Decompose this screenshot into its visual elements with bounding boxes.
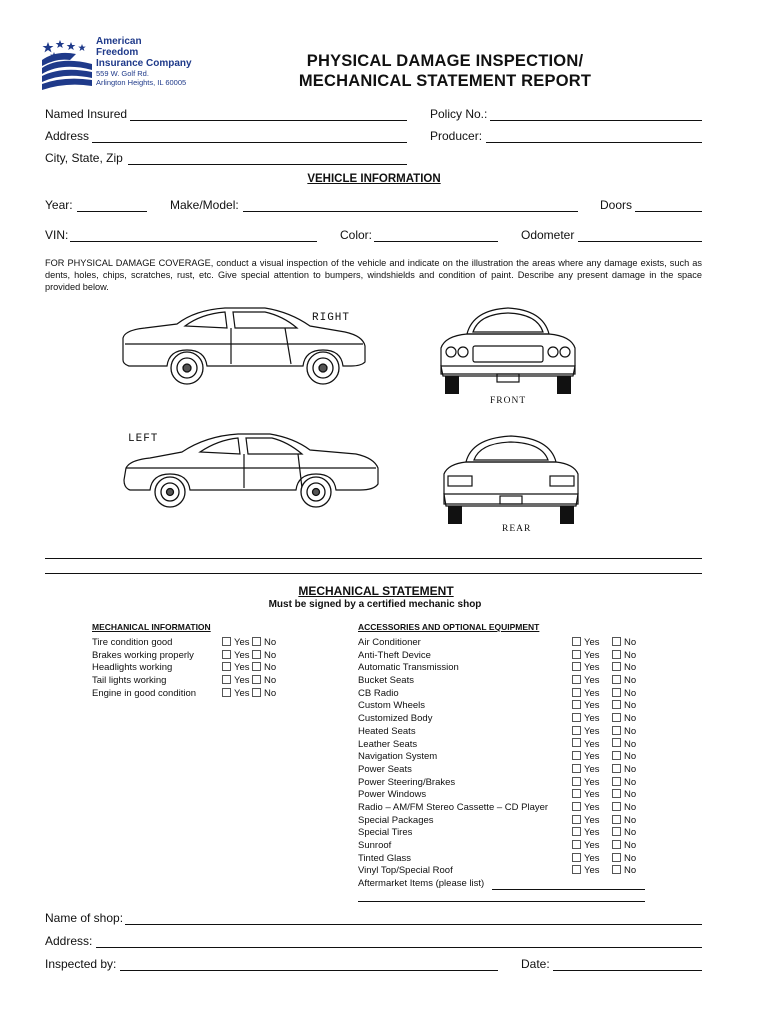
acc-no-option[interactable]	[612, 688, 636, 701]
date-label: Date:	[521, 957, 550, 971]
mech-label: Headlights working	[92, 662, 173, 674]
company-info	[96, 36, 192, 87]
yes-text: Yes	[584, 776, 600, 788]
no-checkbox[interactable]	[612, 789, 621, 798]
acc-row	[358, 688, 648, 701]
car-left-side-icon	[120, 428, 382, 510]
producer-label: Producer:	[430, 129, 483, 143]
mech-row	[92, 662, 282, 675]
yes-text: Yes	[584, 700, 600, 712]
acc-label: Anti-Theft Device	[358, 649, 431, 661]
company-address1: 559 W. Golf Rd.	[96, 69, 149, 78]
yes-checkbox[interactable]	[572, 713, 581, 722]
named-insured-field[interactable]	[130, 120, 407, 121]
mech-no-option[interactable]	[252, 675, 276, 688]
acc-label: Customized Body	[358, 713, 433, 725]
acc-yes-option[interactable]	[572, 764, 600, 777]
no-checkbox[interactable]	[252, 688, 261, 697]
yes-checkbox[interactable]	[572, 789, 581, 798]
make-model-label: Make/Model:	[170, 198, 239, 212]
no-checkbox[interactable]	[612, 726, 621, 735]
yes-checkbox[interactable]	[572, 764, 581, 773]
acc-row	[358, 675, 648, 688]
no-text: No	[624, 763, 637, 775]
acc-label: CB Radio	[358, 687, 399, 699]
mech-no-option[interactable]	[252, 688, 276, 701]
acc-label: Power Windows	[358, 789, 427, 801]
no-checkbox[interactable]	[252, 650, 261, 659]
mech-label: Tail lights working	[92, 675, 167, 687]
mech-row	[92, 675, 282, 688]
acc-yes-option[interactable]	[572, 840, 600, 853]
yes-text: Yes	[584, 827, 600, 839]
acc-row	[358, 815, 648, 828]
acc-row	[358, 840, 648, 853]
aftermarket-field-2[interactable]	[358, 901, 645, 902]
address-label: Address	[45, 129, 90, 143]
acc-row	[358, 739, 648, 752]
acc-label: Automatic Transmission	[358, 662, 459, 674]
no-text: No	[624, 687, 637, 699]
acc-yes-option[interactable]	[572, 637, 600, 650]
year-field[interactable]	[77, 211, 147, 212]
acc-row	[358, 789, 648, 802]
inspected-by-field[interactable]	[120, 970, 498, 971]
acc-no-option[interactable]	[612, 840, 636, 853]
acc-no-option[interactable]	[612, 853, 636, 866]
acc-yes-option[interactable]	[572, 688, 600, 701]
acc-no-option[interactable]	[612, 713, 636, 726]
yes-text: Yes	[234, 649, 250, 661]
acc-yes-option[interactable]	[572, 675, 600, 688]
acc-yes-option[interactable]	[572, 726, 600, 739]
acc-label: Special Packages	[358, 814, 434, 826]
acc-no-option[interactable]	[612, 637, 636, 650]
yes-checkbox[interactable]	[572, 840, 581, 849]
company-name-line1: American	[96, 36, 142, 47]
policy-no-field[interactable]	[490, 120, 702, 121]
acc-yes-option[interactable]	[572, 650, 600, 663]
acc-row	[358, 726, 648, 739]
yes-text: Yes	[584, 751, 600, 763]
acc-no-option[interactable]	[612, 789, 636, 802]
acc-row	[358, 777, 648, 790]
acc-no-option[interactable]	[612, 700, 636, 713]
acc-no-option[interactable]	[612, 827, 636, 840]
yes-checkbox[interactable]	[572, 637, 581, 646]
named-insured-label: Named Insured	[45, 107, 128, 121]
yes-checkbox[interactable]	[572, 675, 581, 684]
yes-checkbox[interactable]	[572, 688, 581, 697]
acc-label: Special Tires	[358, 827, 413, 839]
yes-checkbox[interactable]	[572, 777, 581, 786]
no-text: No	[624, 751, 637, 763]
no-text: No	[624, 725, 637, 737]
aftermarket-field-1[interactable]	[492, 889, 645, 890]
no-text: No	[624, 852, 637, 864]
no-checkbox[interactable]	[612, 777, 621, 786]
acc-yes-option[interactable]	[572, 865, 600, 878]
no-checkbox[interactable]	[612, 650, 621, 659]
yes-checkbox[interactable]	[572, 662, 581, 671]
no-text: No	[624, 801, 637, 813]
acc-row	[358, 637, 648, 650]
no-checkbox[interactable]	[612, 675, 621, 684]
yes-text: Yes	[584, 662, 600, 674]
doors-field[interactable]	[635, 211, 702, 212]
no-checkbox[interactable]	[612, 738, 621, 747]
yes-checkbox[interactable]	[222, 662, 231, 671]
make-model-field[interactable]	[243, 211, 578, 212]
inspection-instructions: FOR PHYSICAL DAMAGE COVERAGE, conduct a visual inspection of the vehicle and indicate on the illustration the areas where any damage exists, such as dents, holes, chips, scratches, rust, etc. Give special attention to bumpers, windshields and condition of paint. Describe any present damage in the space provided below.	[45, 258, 702, 292]
yes-checkbox[interactable]	[572, 853, 581, 862]
rear-label: REAR	[502, 524, 532, 534]
acc-yes-option[interactable]	[572, 789, 600, 802]
flag-logo-icon	[40, 38, 94, 90]
no-checkbox[interactable]	[612, 688, 621, 697]
no-text: No	[624, 713, 637, 725]
title-line2: MECHANICAL STATEMENT REPORT	[298, 72, 592, 90]
color-label: Color:	[340, 228, 373, 242]
mech-yes-option[interactable]	[222, 650, 250, 663]
no-checkbox[interactable]	[612, 751, 621, 760]
no-checkbox[interactable]	[612, 713, 621, 722]
front-label: FRONT	[490, 396, 527, 406]
acc-label: Heated Seats	[358, 725, 416, 737]
left-label: LEFT	[128, 433, 159, 445]
yes-checkbox[interactable]	[572, 650, 581, 659]
no-text: No	[624, 865, 637, 877]
acc-no-option[interactable]	[612, 726, 636, 739]
right-label: RIGHT	[312, 312, 351, 324]
yes-text: Yes	[584, 687, 600, 699]
shop-address-label: Address:	[45, 934, 93, 948]
acc-yes-option[interactable]	[572, 815, 600, 828]
yes-text: Yes	[234, 637, 250, 648]
company-name-line2: Freedom	[96, 47, 139, 58]
no-checkbox[interactable]	[612, 802, 621, 811]
mech-yes-option[interactable]	[222, 688, 250, 701]
shop-address-field[interactable]	[96, 947, 702, 948]
no-checkbox[interactable]	[612, 853, 621, 862]
no-checkbox[interactable]	[252, 675, 261, 684]
yes-checkbox[interactable]	[572, 802, 581, 811]
yes-text: Yes	[584, 789, 600, 801]
no-text: No	[624, 637, 637, 648]
mech-no-option[interactable]	[252, 650, 276, 663]
color-field[interactable]	[374, 241, 498, 242]
shop-name-field[interactable]	[125, 924, 702, 925]
mech-row	[92, 688, 282, 701]
mech-no-option[interactable]	[252, 637, 276, 650]
page-title	[250, 51, 640, 91]
acc-no-option[interactable]	[612, 777, 636, 790]
vin-label: VIN:	[45, 228, 69, 242]
yes-text: Yes	[584, 649, 600, 661]
no-checkbox[interactable]	[612, 827, 621, 836]
no-checkbox[interactable]	[612, 840, 621, 849]
acc-yes-option[interactable]	[572, 713, 600, 726]
city-state-zip-label: City, State, Zip	[45, 151, 123, 165]
no-text: No	[624, 662, 637, 674]
acc-row	[358, 650, 648, 663]
no-checkbox[interactable]	[612, 662, 621, 671]
acc-yes-option[interactable]	[572, 802, 600, 815]
yes-checkbox[interactable]	[222, 650, 231, 659]
acc-label: Power Seats	[358, 763, 412, 775]
acc-label: Vinyl Top/Special Roof	[358, 865, 453, 877]
mech-no-option[interactable]	[252, 662, 276, 675]
city-state-zip-field[interactable]	[128, 164, 407, 165]
yes-checkbox[interactable]	[572, 700, 581, 709]
mech-row	[92, 650, 282, 663]
yes-text: Yes	[584, 725, 600, 737]
acc-yes-option[interactable]	[572, 662, 600, 675]
acc-no-option[interactable]	[612, 751, 636, 764]
yes-checkbox[interactable]	[222, 637, 231, 646]
acc-label: Tinted Glass	[358, 852, 411, 864]
acc-yes-option[interactable]	[572, 827, 600, 840]
car-front-icon	[437, 304, 579, 400]
no-text: No	[264, 687, 277, 699]
mech-yes-option[interactable]	[222, 675, 250, 688]
no-text: No	[624, 738, 637, 750]
vehicle-info-heading: VEHICLE INFORMATION	[307, 173, 441, 185]
no-text: No	[264, 637, 277, 648]
yes-checkbox[interactable]	[222, 675, 231, 684]
no-text: No	[624, 700, 637, 712]
yes-text: Yes	[584, 738, 600, 750]
yes-text: Yes	[584, 675, 600, 687]
no-text: No	[624, 814, 637, 826]
doors-label: Doors	[600, 198, 633, 212]
date-field[interactable]	[553, 970, 702, 971]
acc-no-option[interactable]	[612, 865, 636, 878]
company-logo	[40, 38, 94, 90]
no-text: No	[264, 675, 277, 687]
title-line1: PHYSICAL DAMAGE INSPECTION/	[306, 52, 584, 70]
acc-row	[358, 764, 648, 777]
acc-yes-option[interactable]	[572, 853, 600, 866]
acc-yes-option[interactable]	[572, 700, 600, 713]
damage-description-line-2[interactable]	[45, 573, 702, 574]
odometer-label: Odometer	[521, 228, 575, 242]
mech-label: Engine in good condition	[92, 687, 197, 699]
yes-text: Yes	[584, 840, 600, 851]
yes-text: Yes	[584, 852, 600, 864]
acc-label: Navigation System	[358, 751, 438, 763]
no-text: No	[624, 789, 637, 801]
no-text: No	[624, 776, 637, 788]
no-checkbox[interactable]	[612, 815, 621, 824]
odometer-field[interactable]	[578, 241, 702, 242]
company-address2: Arlington Heights, IL 60005	[96, 78, 187, 87]
yes-text: Yes	[234, 687, 250, 699]
acc-row	[358, 713, 648, 726]
no-text: No	[264, 649, 277, 661]
acc-no-option[interactable]	[612, 662, 636, 675]
acc-row	[358, 865, 648, 878]
acc-yes-option[interactable]	[572, 739, 600, 752]
yes-checkbox[interactable]	[572, 738, 581, 747]
yes-text: Yes	[234, 675, 250, 687]
no-text: No	[264, 662, 277, 674]
no-checkbox[interactable]	[612, 700, 621, 709]
acc-row	[358, 700, 648, 713]
yes-text: Yes	[584, 801, 600, 813]
inspected-by-label: Inspected by:	[45, 957, 117, 971]
damage-description-line-1[interactable]	[45, 558, 702, 559]
acc-yes-option[interactable]	[572, 751, 600, 764]
yes-text: Yes	[584, 814, 600, 826]
shop-name-label: Name of shop:	[45, 911, 124, 925]
acc-label: Custom Wheels	[358, 700, 426, 712]
no-text: No	[624, 827, 637, 839]
acc-row	[358, 662, 648, 675]
mech-label: Tire condition good	[92, 637, 173, 648]
mech-yes-option[interactable]	[222, 637, 250, 650]
aftermarket-label: Aftermarket Items (please list)	[358, 878, 485, 889]
no-text: No	[624, 649, 637, 661]
acc-label: Bucket Seats	[358, 675, 414, 687]
no-checkbox[interactable]	[612, 764, 621, 773]
car-left-side-diagram[interactable]	[120, 428, 382, 510]
acc-no-option[interactable]	[612, 650, 636, 663]
car-rear-icon	[440, 432, 582, 528]
acc-label: Air Conditioner	[358, 637, 421, 648]
policy-no-label: Policy No.:	[430, 107, 488, 121]
acc-label: Sunroof	[358, 840, 392, 851]
company-name-line3: Insurance Company	[96, 58, 192, 69]
yes-text: Yes	[234, 662, 250, 674]
acc-label: Leather Seats	[358, 738, 418, 750]
acc-row	[358, 853, 648, 866]
car-front-diagram[interactable]	[437, 304, 579, 400]
acc-no-option[interactable]	[612, 802, 636, 815]
acc-no-option[interactable]	[612, 675, 636, 688]
mechanical-info-list	[92, 637, 282, 700]
no-text: No	[624, 840, 637, 851]
producer-field[interactable]	[486, 142, 702, 143]
acc-row	[358, 827, 648, 840]
car-rear-diagram[interactable]	[440, 432, 582, 528]
mech-label: Brakes working properly	[92, 649, 194, 661]
no-checkbox[interactable]	[252, 662, 261, 671]
mechanical-info-heading: MECHANICAL INFORMATION	[92, 622, 211, 632]
yes-checkbox[interactable]	[572, 751, 581, 760]
yes-checkbox[interactable]	[572, 865, 581, 874]
no-checkbox[interactable]	[252, 637, 261, 646]
acc-no-option[interactable]	[612, 815, 636, 828]
acc-row	[358, 751, 648, 764]
mechanical-statement-subheading: Must be signed by a certified mechanic shop	[268, 599, 482, 610]
accessories-list	[358, 637, 648, 878]
mechanical-statement-heading: MECHANICAL STATEMENT	[298, 584, 454, 598]
yes-text: Yes	[584, 713, 600, 725]
acc-no-option[interactable]	[612, 739, 636, 752]
mech-row	[92, 637, 282, 650]
vin-field[interactable]	[70, 241, 317, 242]
no-checkbox[interactable]	[612, 637, 621, 646]
acc-yes-option[interactable]	[572, 777, 600, 790]
accessories-heading: ACCESSORIES AND OPTIONAL EQUIPMENT	[358, 622, 540, 632]
year-label: Year:	[45, 198, 73, 212]
yes-checkbox[interactable]	[572, 827, 581, 836]
yes-checkbox[interactable]	[222, 688, 231, 697]
yes-text: Yes	[584, 763, 600, 775]
address-field[interactable]	[92, 142, 407, 143]
no-checkbox[interactable]	[612, 865, 621, 874]
acc-label: Power Steering/Brakes	[358, 776, 456, 788]
yes-text: Yes	[584, 637, 600, 648]
mech-yes-option[interactable]	[222, 662, 250, 675]
acc-row	[358, 802, 648, 815]
yes-checkbox[interactable]	[572, 815, 581, 824]
yes-checkbox[interactable]	[572, 726, 581, 735]
acc-no-option[interactable]	[612, 764, 636, 777]
yes-text: Yes	[584, 865, 600, 877]
no-text: No	[624, 675, 637, 687]
acc-label: Radio – AM/FM Stereo Cassette – CD Player	[358, 801, 549, 813]
